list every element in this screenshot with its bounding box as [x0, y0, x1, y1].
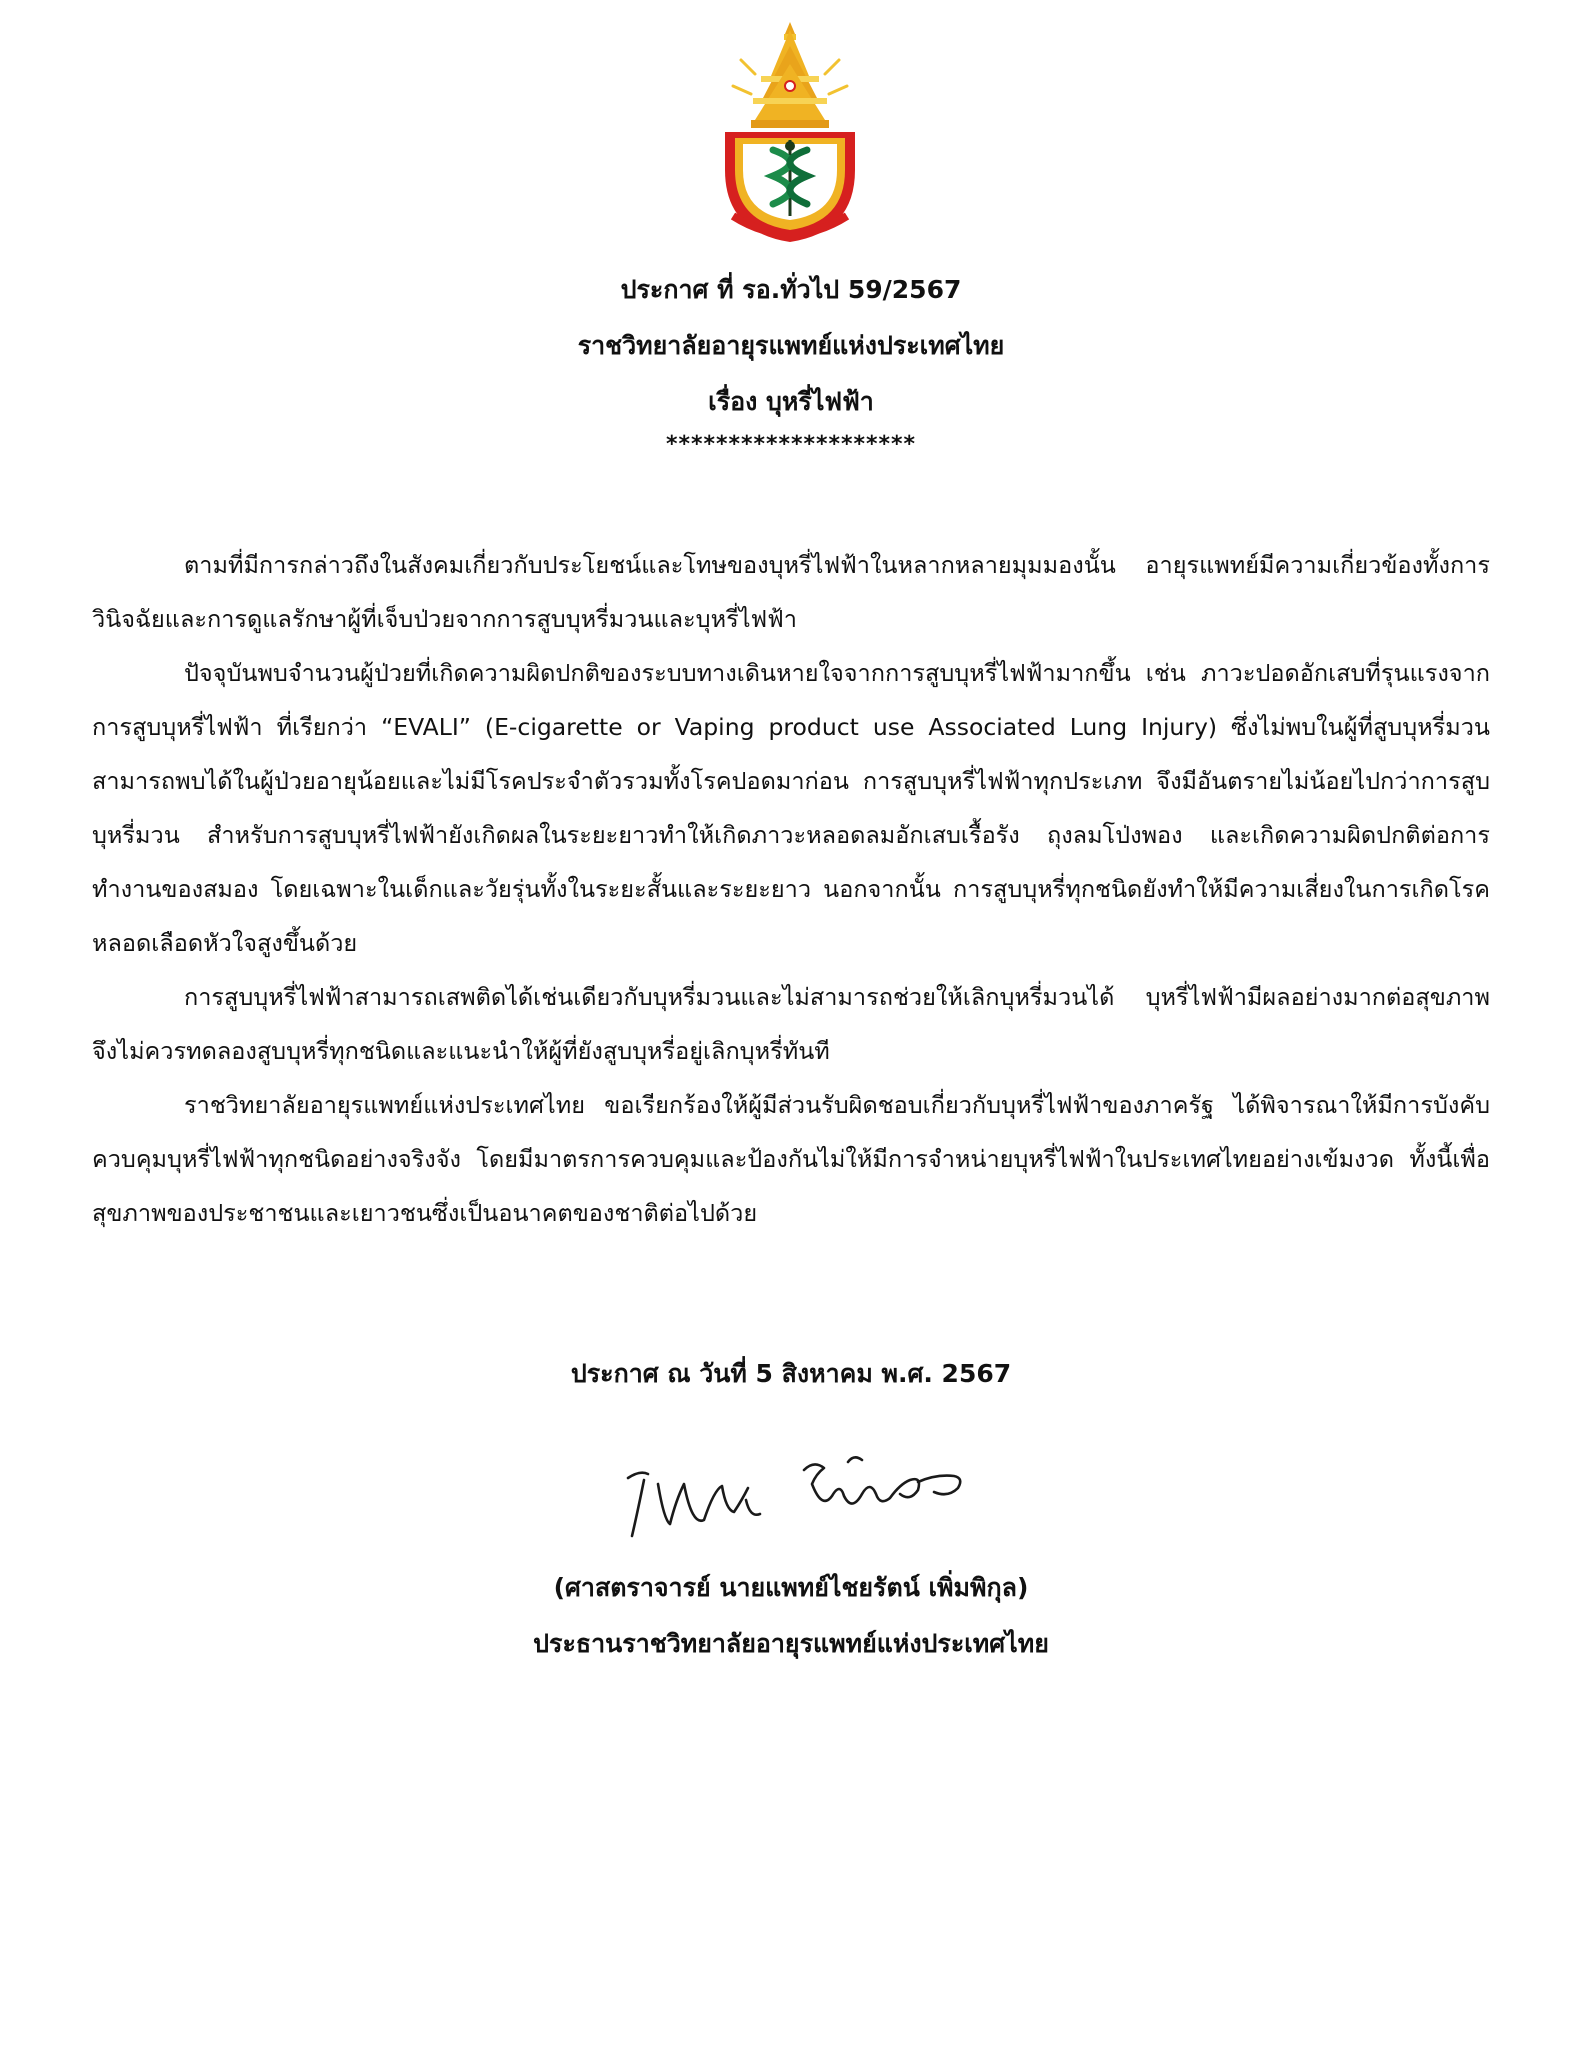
separator-line: ******************** [665, 432, 917, 457]
handwritten-signature-icon [618, 1440, 978, 1550]
signer-name: (ศาสตราจารย์ นายแพทย์ไชยรัตน์ เพิ่มพิกุล) [553, 1573, 1029, 1602]
announcement-subject: เรื่อง บุหรี่ไฟฟ้า [708, 387, 874, 416]
body-paragraph: ราชวิทยาลัยอายุรแพทย์แห่งประเทศไทย ขอเรียกร้องให้ผู้มีส่วนรับผิดชอบเกี่ยวกับบุหรี่ไฟฟ้าของภาครัฐ ได้พิจารณาให้มีการบังคับควบคุมบุหรี่ไฟฟ้าทุกชนิดอย่างจริงจัง โดยมีมาตรการควบคุมและป้องกันไม่ให้มีการจำหน่ายบุหรี่ไฟฟ้าในประเทศไทยอย่างเข้มงวด ทั้งนี้เพื่อสุขภาพของประชาชนและเยาวชนซึ่งเป็นอนาคตของชาติต่อไปด้วย [92, 1091, 1490, 1227]
signer-title: ประธานราชวิทยาลัยอายุรแพทย์แห่งประเทศไทย [533, 1629, 1049, 1658]
body-paragraph: การสูบบุหรี่ไฟฟ้าสามารถเสพติดได้เช่นเดียวกับบุหรี่มวนและไม่สามารถช่วยให้เลิกบุหรี่มวนได้ บุหรี่ไฟฟ้ามีผลอย่างมากต่อสุขภาพ จึงไม่ควรทดลองสูบบุหรี่ทุกชนิดและแนะนำให้ผู้ที่ยังสูบบุหรี่อยู่เลิกบุหรี่ทันที [92, 983, 1490, 1065]
organization-name: ราชวิทยาลัยอายุรแพทย์แห่งประเทศไทย [577, 331, 1005, 360]
body-paragraph: ตามที่มีการกล่าวถึงในสังคมเกี่ยวกับประโยชน์และโทษของบุหรี่ไฟฟ้าในหลากหลายมุมมองนั้น อายุรแพทย์มีความเกี่ยวข้องทั้งการวินิจฉัยและการดูแลรักษาผู้ที่เจ็บป่วยจากการสูบบุหรี่มวนและบุหรี่ไฟฟ้า [92, 551, 1490, 633]
announcement-date: ประกาศ ณ วันที่ 5 สิงหาคม พ.ศ. 2567 [570, 1359, 1012, 1388]
royal-college-emblem-icon [711, 20, 869, 250]
announcement-body [92, 538, 1490, 1240]
body-paragraph: ปัจจุบันพบจำนวนผู้ป่วยที่เกิดความผิดปกติของระบบทางเดินหายใจจากการสูบบุหรี่ไฟฟ้ามากขึ้น เช่น ภาวะปอดอักเสบที่รุนแรงจากการสูบบุหรี่ไฟฟ้า ที่เรียกว่า “EVALI” (E-cigarette or Vaping product use Associated Lung Injury) ซึ่งไม่พบในผู้ที่สูบบุหรี่มวน สามารถพบได้ในผู้ป่วยอายุน้อยและไม่มีโรคประจำตัวรวมทั้งโรคปอดมาก่อน การสูบบุหรี่ไฟฟ้าทุกประเภท จึงมีอันตรายไม่น้อยไปกว่าการสูบบุหรี่มวน สำหรับการสูบบุหรี่ไฟฟ้ายังเกิดผลในระยะยาวทำให้เกิดภาวะหลอดลมอักเสบเรื้อรัง ถุงลมโป่งพอง และเกิดความผิดปกติต่อการทำงานของสมอง โดยเฉพาะในเด็กและวัยรุ่นทั้งในระยะสั้นและระยะยาว นอกจากนั้น การสูบบุหรี่ทุกชนิดยังทำให้มีความเสี่ยงในการเกิดโรคหลอดเลือดหัวใจสูงขึ้นด้วย [92, 659, 1490, 957]
announcement-number: ประกาศ ที่ รอ.ทั่วไป 59/2567 [620, 275, 962, 304]
